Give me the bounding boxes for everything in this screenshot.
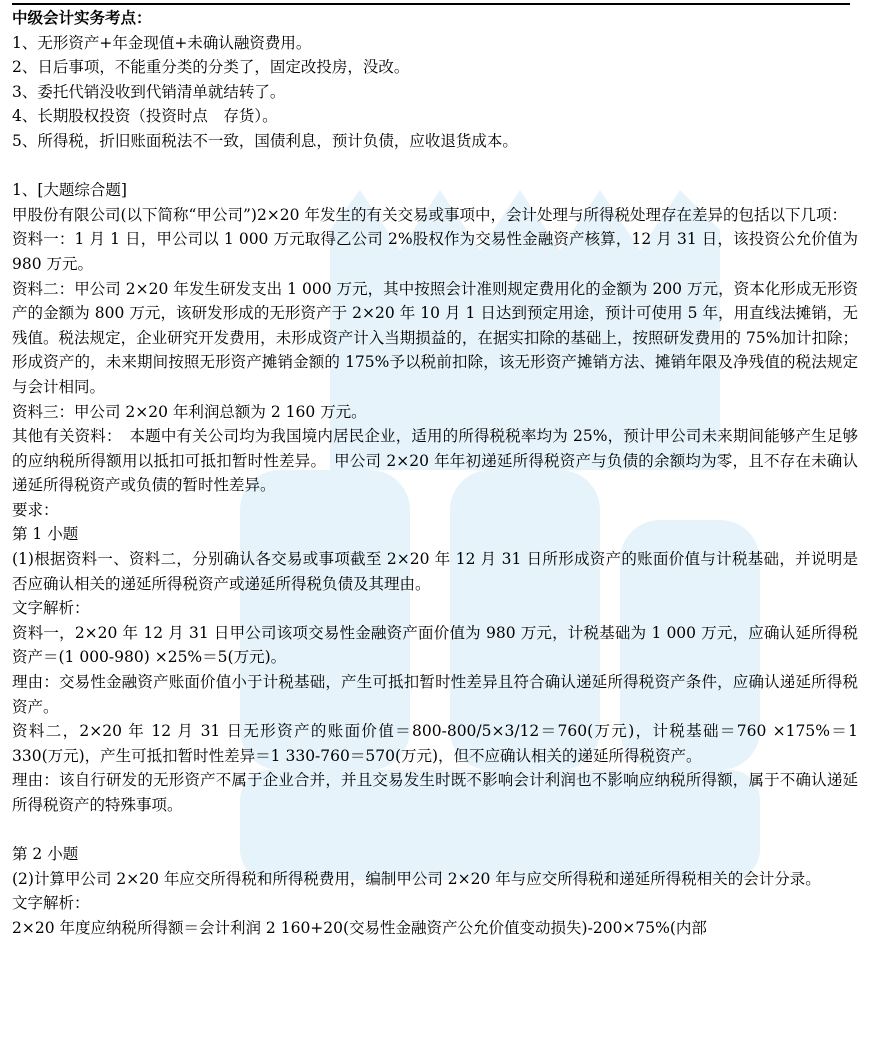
key-point-item: 4、长期股权投资（投资时点 存货）。	[12, 107, 278, 126]
requirements-label: 要求：	[12, 500, 59, 519]
key-point-item: 3、委托代销没收到代销清单就结转了。	[12, 82, 286, 101]
analysis-material-2: 资料二，2×20 年 12 月 31 日无形资产的账面价值＝800-800/5×3/12＝760(万元)，计税基础＝760 ×175%＝1 330(万元)，产生可抵扣暂时性差异＝1 330-760＝570(万元)，但不应确认相关的递延所得税资产。	[12, 722, 858, 765]
reason-2: 理由：该自行研发的无形资产不属于企业合并，并且交易发生时既不影响会计利润也不影响应纳税所得额，属于不确认递延所得税资产的特殊事项。	[12, 771, 858, 814]
spacer	[12, 154, 858, 179]
material-3: 资料三：甲公司 2×20 年利润总额为 2 160 万元。	[12, 402, 367, 421]
material-2: 资料二：甲公司 2×20 年发生研发支出 1 000 万元，其中按照会计准则规定费用化的金额为 200 万元，资本化形成无形资产的金额为 800 万元，该研发形成的无形资产于 2×20 年 10 月 1 日达到预定用途，预计可使用 5 年，用直线法摊销，无残值。税法规定，企业研究开发费用，未形成资产计入当期损益的，在据实扣除的基础上，按照研发费用的 75%加计扣除；形成资产的，未来期间按照无形资产摊销金额的 175%予以税前扣除，该无形资产摊销方法、摊销年限及净残值的税法规定与会计相同。	[12, 279, 858, 396]
analysis-sub-2: 2×20 年度应纳税所得额＝会计利润 2 160+20(交易性金融资产公允价值变动损失)-200×75%(内部	[12, 918, 707, 937]
document-body	[12, 6, 858, 941]
reason-1: 理由：交易性金融资产账面价值小于计税基础，产生可抵扣暂时性差异且符合确认递延所得税资产条件，应确认递延所得税资产。	[12, 673, 858, 716]
sub-question-2-prompt: (2)计算甲公司 2×20 年应交所得税和所得税费用，编制甲公司 2×20 年与应交所得税和递延所得税相关的会计分录。	[12, 869, 821, 888]
question-header: 1、[大题综合题]	[12, 181, 127, 200]
key-point-item: 1、无形资产+年金现值+未确认融资费用。	[12, 33, 312, 52]
key-point-item: 5、所得税，折旧账面税法不一致，国债利息，预计负债，应收退货成本。	[12, 131, 518, 150]
key-point-item: 2、日后事项，不能重分类的分类了，固定改投房，没改。	[12, 58, 410, 77]
question-intro: 甲股份有限公司(以下简称“甲公司”)2×20 年发生的有关交易或事项中，会计处理与所得税处理存在差异的包括以下几项：	[12, 205, 847, 224]
sub-question-1-title: 第 1 小题	[12, 525, 79, 544]
sub-question-2-title: 第 2 小题	[12, 845, 79, 864]
analysis-label: 文字解析：	[12, 894, 90, 913]
analysis-label: 文字解析：	[12, 599, 90, 618]
sub-question-1-prompt: (1)根据资料一、资料二，分别确认各交易或事项截至 2×20 年 12 月 31 日所形成资产的账面价值与计税基础，并说明是否应确认相关的递延所得税资产或递延所得税负债及其理由。	[12, 550, 858, 593]
key-points-title: 中级会计实务考点：	[12, 9, 152, 27]
analysis-material-1: 资料一，2×20 年 12 月 31 日甲公司该项交易性金融资产面价值为 980 万元，计税基础为 1 000 万元，应确认延所得税资产＝(1 000-980) ×25%＝5(万元)。	[12, 623, 858, 667]
spacer	[12, 818, 858, 843]
top-rule	[12, 3, 850, 5]
other-info: 其他有关资料： 本题中有关公司均为我国境内居民企业，适用的所得税税率均为 25%，预计甲公司未来期间能够产生足够的应纳税所得额用以抵扣可抵扣暂时性差异。 甲公司 2×20 年年初递延所得税资产与负债的余额均为零，且不存在未确认递延所得税资产或负债的暂时性差异。	[12, 427, 858, 495]
material-1: 资料一：1 月 1 日，甲公司以 1 000 万元取得乙公司 2%股权作为交易性金融资产核算，12 月 31 日，该投资公允价值为 980 万元。	[12, 230, 858, 273]
